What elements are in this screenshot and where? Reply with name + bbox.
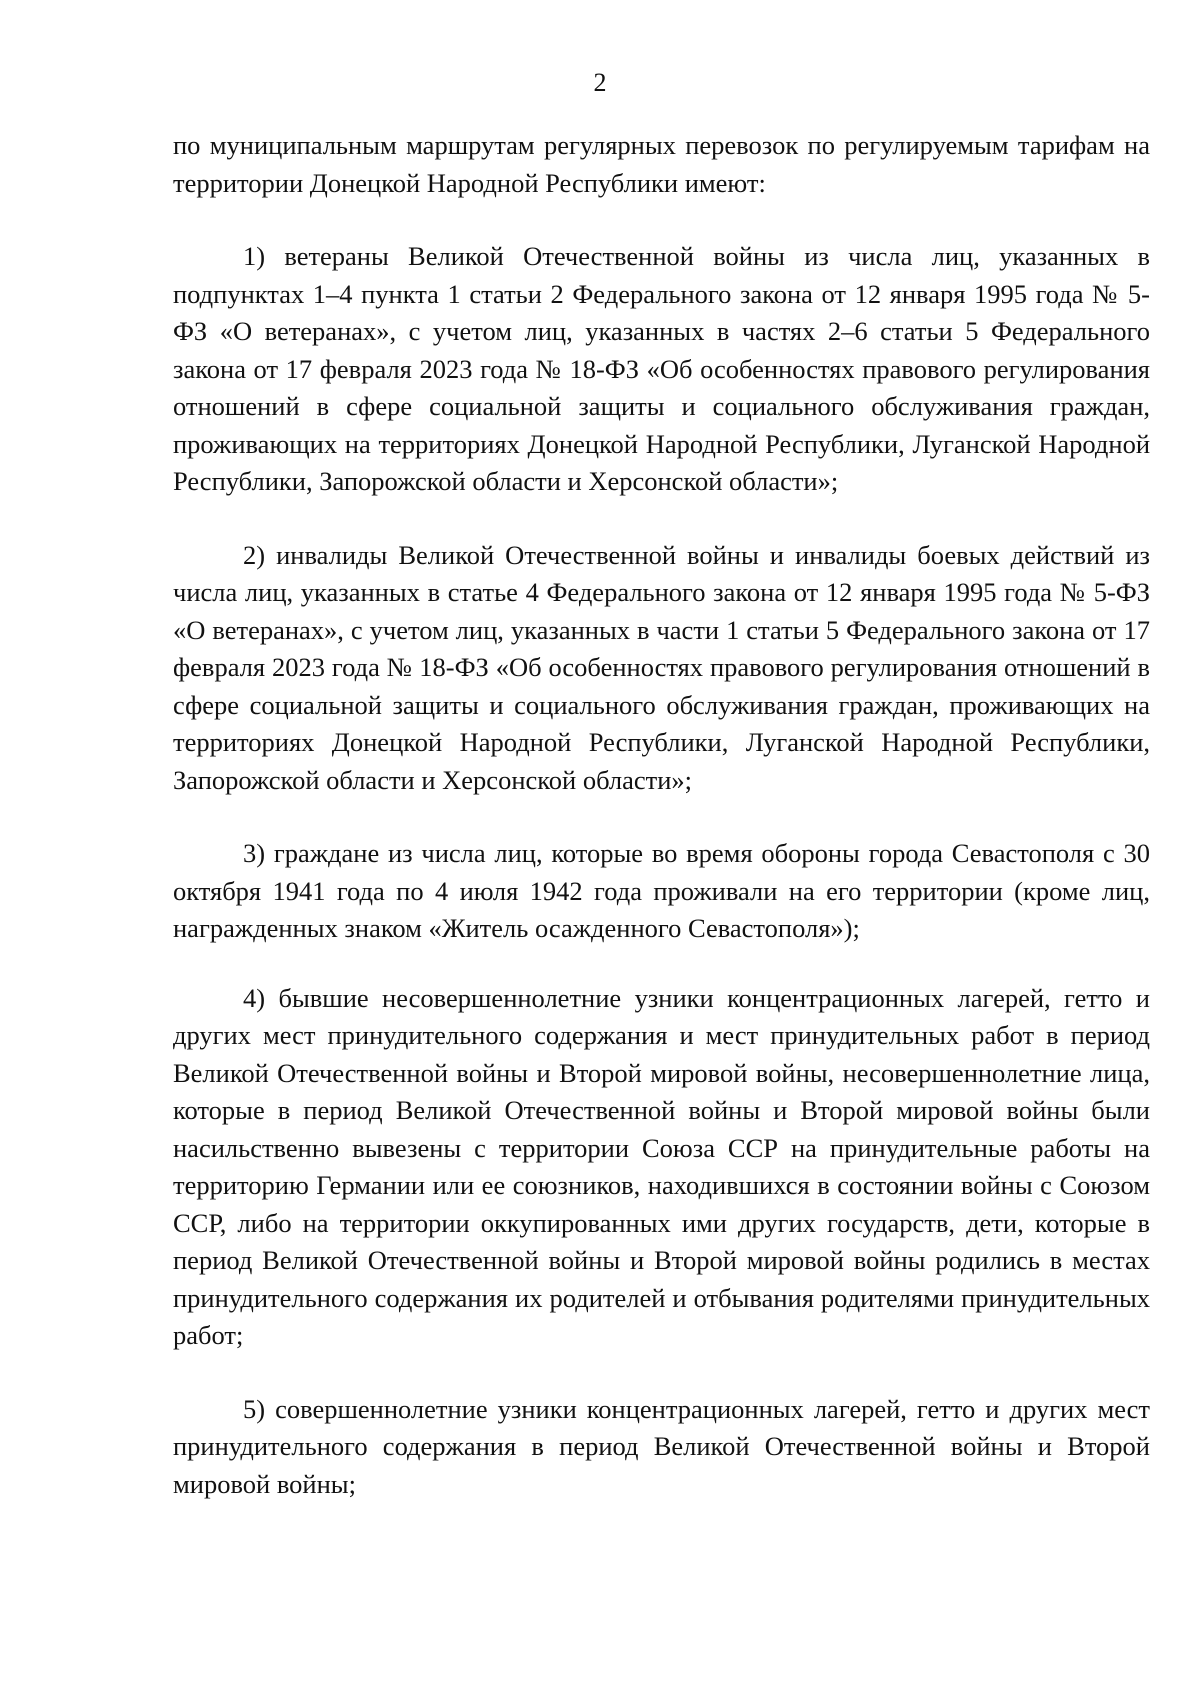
intro-paragraph: по муниципальным маршрутам регулярных перевозок по регулируемым тарифам на территории Донецкой Народной Республики имеют: [173, 130, 1150, 198]
list-item-3: 3) граждане из числа лиц, которые во время обороны города Севастополя с 30 октября 1941 года по 4 июля 1942 года проживали на его территории (кроме лиц, награжденных знаком «Житель осажденного Севастополя»); [173, 838, 1150, 943]
list-item-5: 5) совершеннолетние узники концентрационных лагерей, гетто и других мест принудительного содержания в период Великой Отечественной войны и Второй мировой войны; [173, 1393, 1150, 1499]
list-item-2: 2) инвалиды Великой Отечественной войны и инвалиды боевых действий из числа лиц, указанных в статье 4 Федерального закона от 12 января 1995 года № 5-ФЗ «О ветеранах», с учетом лиц, указанных в части 1 статьи 5 Федерального закона от 17 февраля 2023 года № 18-ФЗ «Об особенностях правового регулирования отношений в сфере социальной защиты и социального обслуживания граждан, проживающих на территориях Донецкой Народной Республики, Луганской Народной Республики, Запорожской области и Херсонской области»; [173, 539, 1150, 795]
list-item-4: 4) бывшие несовершеннолетние узники концентрационных лагерей, гетто и других мест принудительного содержания и мест принудительных работ в период Великой Отечественной войны и Второй мировой войны, несовершеннолетние лица, которые в период Великой Отечественной войны и Второй мировой войны были насильственно вывезены с территории Союза ССР на принудительные работы на территорию Германии или ее союзников, находившихся в состоянии войны с Союзом ССР, либо на территории оккупированных ими других государств, дети, которые в период Великой Отечественной войны и Второй мировой войны родились в местах принудительного содержания их родителей и отбывания родителями принудительных работ; [173, 982, 1150, 1350]
list-item-1: 1) ветераны Великой Отечественной войны из числа лиц, указанных в подпунктах 1–4 пункта 1 статьи 2 Федерального закона от 12 января 1995 года № 5-ФЗ «О ветеранах», с учетом лиц, указанных в частях 2–6 статьи 5 Федерального закона от 17 февраля 2023 года № 18-ФЗ «Об особенностях правового регулирования отношений в сфере социальной защиты и социального обслуживания граждан, проживающих на территориях Донецкой Народной Республики, Луганской Народной Республики, Запорожской области и Херсонской области»; [173, 241, 1150, 496]
page-number: 2 [593, 68, 607, 97]
document-body [173, 127, 1150, 1503]
